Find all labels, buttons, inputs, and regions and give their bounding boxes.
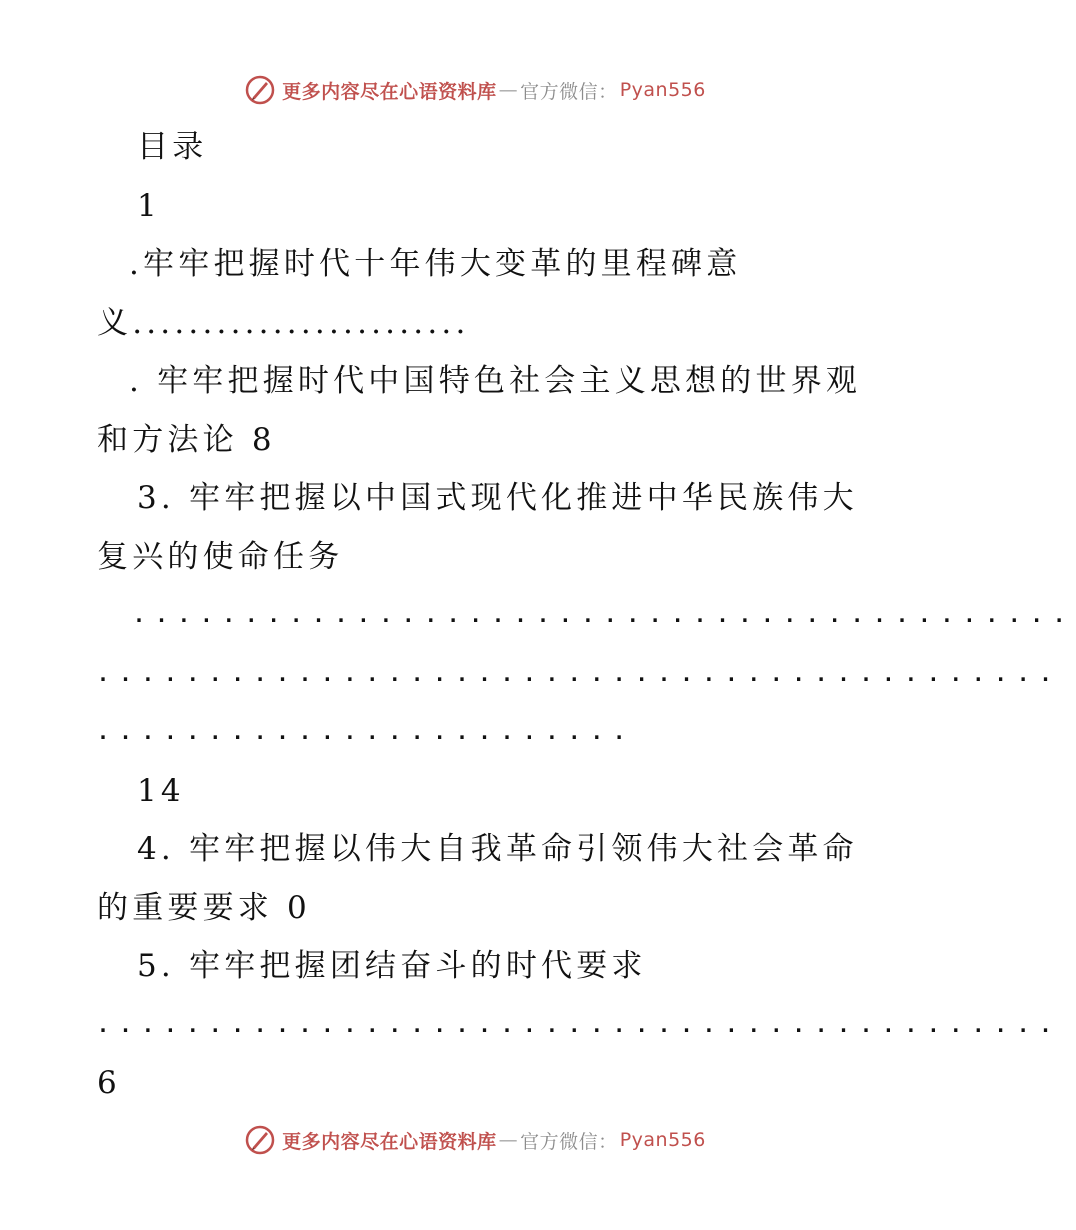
toc-line: 14 — [137, 772, 185, 809]
toc-line: 复兴的使命任务 — [97, 538, 344, 575]
toc-line: 4. 牢牢把握以伟大自我革命引领伟大社会革命 — [137, 831, 858, 867]
toc-line: 1 — [137, 187, 161, 224]
header-banner — [0, 70, 950, 110]
toc-line: .牢牢把握时代十年伟大变革的里程碑意 — [129, 246, 742, 282]
toc-line: 6 — [97, 1065, 121, 1101]
toc-line: 的重要要求 0 — [97, 889, 311, 926]
toc-leader-dots: ........................ — [97, 720, 636, 744]
toc-line: . 牢牢把握时代中国特色社会主义思想的世界观 — [129, 363, 862, 399]
header-contact-label: 官方微信： — [520, 80, 618, 103]
toc-title: 目录 — [137, 129, 208, 165]
quill-pen-icon — [244, 74, 276, 106]
toc-line: 和方法论 8 — [97, 421, 276, 458]
quill-pen-icon — [244, 1124, 276, 1156]
header-brand: 更多内容尽在心语资料库 — [282, 80, 497, 103]
toc-leader-dots: .......................................... — [133, 603, 1076, 627]
toc-leader-dots: ........................................... — [97, 1012, 1062, 1037]
footer-wechat-id: Pyan556 — [619, 1129, 706, 1151]
toc-line: 3. 牢牢把握以中国式现代化推进中华民族伟大 — [137, 480, 858, 516]
footer-brand: 更多内容尽在心语资料库 — [282, 1130, 497, 1153]
footer-separator: — — [498, 1129, 519, 1151]
footer-contact-label: 官方微信： — [520, 1130, 618, 1153]
toc-leader-dots: ........................................... — [97, 661, 1062, 686]
footer-banner — [0, 1120, 950, 1160]
table-of-contents — [97, 118, 1076, 1113]
toc-line: 5. 牢牢把握团结奋斗的时代要求 — [137, 948, 647, 984]
toc-line: 义........................ — [97, 304, 470, 341]
header-wechat-id: Pyan556 — [619, 79, 706, 101]
header-separator: — — [498, 79, 519, 101]
